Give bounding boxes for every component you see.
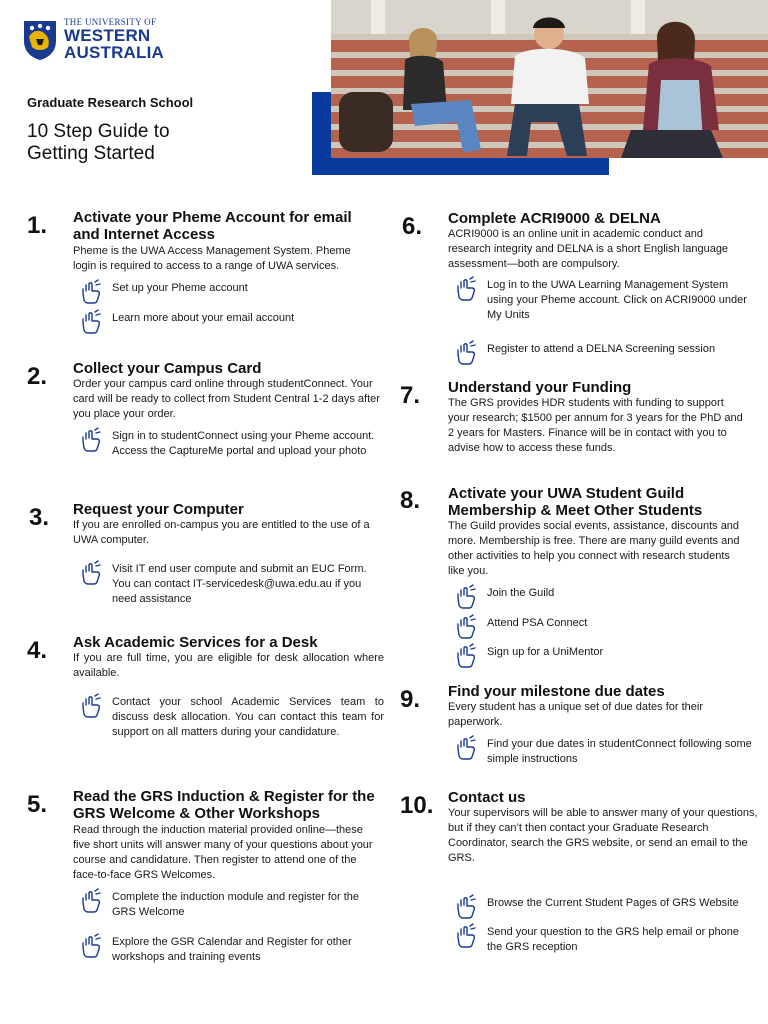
step-10-description: Your supervisors will be able to answer many of your questions, but if they can’t then contact your Graduate Research Coordinator, search the GRS website, or send an email to the GRS.: [448, 807, 758, 864]
step-5-title: Read the GRS Induction & Register for the GRS Welcome & Other Workshops: [73, 788, 375, 822]
step-9-action-1[interactable]: [453, 737, 753, 767]
step-1-action-2[interactable]: [78, 311, 378, 335]
step-10-action-2-label: Send your question to the GRS help email or phone the GRS reception: [487, 926, 739, 953]
step-4-action-1-label: Contact your school Academic Services team to discuss desk allocation. You can contact this team for support on all matters during your candidature.: [112, 696, 384, 738]
step-2-title: Collect your Campus Card: [73, 360, 262, 377]
pointer-hand-icon: [78, 888, 104, 914]
step-8-description: The Guild provides social events, assistance, discounts and more. Membership is free. There are many guild events and other activities to help you connect with research students like you.: [448, 520, 740, 577]
pointer-hand-icon: [453, 276, 479, 302]
step-8-action-1[interactable]: [453, 586, 753, 610]
step-1-number: 1.: [27, 212, 48, 239]
uwa-logo: [22, 18, 164, 61]
step-8-action-3-label: Sign up for a UniMentor: [487, 646, 604, 658]
step-8-action-2-label: Attend PSA Connect: [487, 617, 588, 629]
logo-line-2: WESTERN: [64, 26, 151, 45]
step-4-action-1[interactable]: [78, 695, 384, 740]
step-10-action-2[interactable]: [453, 925, 758, 955]
step-7-description: The GRS provides HDR students with funding to support your research; $1500 per annum for 3 years for the PhD and 2 years for Masters. Finance will be in contact with you to advise how to access these funds.: [448, 397, 743, 454]
step-2-number: 2.: [27, 363, 48, 390]
step-8-action-3[interactable]: [453, 645, 753, 669]
pointer-hand-icon: [78, 427, 104, 453]
step-8-title: Activate your UWA Student Guild Membership & Meet Other Students: [448, 485, 703, 519]
step-1-title: Activate your Pheme Account for email and Internet Access: [73, 209, 352, 243]
step-1-action-2-label: Learn more about your email account: [112, 312, 295, 324]
crest-icon: [22, 19, 58, 61]
step-3-action-1-label: Visit IT end user compute and submit an EUC Form. You can contact IT-servicedesk@uwa.edu.au if you need assistance: [112, 563, 367, 605]
step-5-description: Read through the induction material provided online—these five short units will answer many of your questions about your course and candidature. Then register to attend one of the face-to-face GRS Welcomes.: [73, 824, 373, 881]
step-9-description: Every student has a unique set of due dates for their paperwork.: [448, 701, 703, 728]
step-6-action-2-label: Register to attend a DELNA Screening session: [487, 343, 716, 355]
step-8-number: 8.: [400, 487, 421, 514]
step-2-action-1[interactable]: [78, 429, 378, 459]
step-2-description: Order your campus card online through studentConnect. Your card will be ready to collect from Student Central 1-2 days after you place your order.: [73, 378, 380, 420]
step-10-title: Contact us: [448, 789, 526, 806]
pointer-hand-icon: [78, 560, 104, 586]
pointer-hand-icon: [453, 923, 479, 949]
step-10-action-1[interactable]: [453, 896, 758, 920]
step-6-action-1-label: Log in to the UWA Learning Management System using your Pheme account. Click on ACRI9000 under My Units: [487, 279, 747, 321]
pointer-hand-icon: [78, 279, 104, 305]
step-8-action-1-label: Join the Guild: [487, 587, 555, 599]
step-9-number: 9.: [400, 686, 421, 713]
step-9-title: Find your milestone due dates: [448, 683, 665, 700]
step-1-action-1[interactable]: [78, 281, 378, 305]
step-6-number: 6.: [402, 213, 423, 240]
step-4-description: If you are full time, you are eligible for desk allocation where available.: [73, 652, 384, 679]
pointer-hand-icon: [78, 693, 104, 719]
step-6-action-1[interactable]: [453, 278, 753, 323]
pointer-hand-icon: [453, 584, 479, 610]
step-4-number: 4.: [27, 637, 48, 664]
step-3-number: 3.: [29, 504, 50, 531]
step-10-number: 10.: [400, 792, 434, 819]
step-2-action-1-label: Sign in to studentConnect using your Pheme account. Access the CaptureMe portal and upload your photo: [112, 430, 375, 457]
page-title: 10 Step Guide to Getting Started: [27, 121, 170, 164]
step-6-description: ACRI9000 is an online unit in academic conduct and research integrity and DELNA is a short English language assessment—both are compulsory.: [448, 228, 729, 270]
pointer-hand-icon: [453, 340, 479, 366]
step-7-number: 7.: [400, 382, 421, 409]
step-9-action-1-label: Find your due dates in studentConnect following some simple instructions: [487, 738, 752, 765]
hero-photo: [331, 0, 768, 158]
step-4-title: Ask Academic Services for a Desk: [73, 634, 318, 651]
step-6-title: Complete ACRI9000 & DELNA: [448, 210, 661, 227]
pointer-hand-icon: [453, 894, 479, 920]
school-name: Graduate Research School: [27, 95, 194, 110]
pointer-hand-icon: [453, 614, 479, 640]
step-5-number: 5.: [27, 791, 48, 818]
step-1-action-1-label: Set up your Pheme account: [112, 282, 248, 294]
step-3-description: If you are enrolled on-campus you are entitled to the use of a UWA computer.: [73, 519, 370, 546]
logo-line-1: THE UNIVERSITY OF: [64, 17, 157, 27]
step-5-action-2-label: Explore the GSR Calendar and Register for other workshops and training events: [112, 936, 352, 963]
step-3-title: Request your Computer: [73, 501, 244, 518]
step-5-action-1-label: Complete the induction module and register for the GRS Welcome: [112, 891, 360, 918]
pointer-hand-icon: [78, 933, 104, 959]
pointer-hand-icon: [453, 735, 479, 761]
step-3-action-1[interactable]: [78, 562, 378, 607]
step-1-description: Pheme is the UWA Access Management System. Pheme login is required to access to a range of UWA services.: [73, 245, 351, 272]
pointer-hand-icon: [78, 309, 104, 335]
step-5-action-2[interactable]: [78, 935, 384, 965]
pointer-hand-icon: [453, 643, 479, 669]
step-5-action-1[interactable]: [78, 890, 384, 920]
step-6-action-2[interactable]: [453, 342, 753, 366]
logo-line-3: AUSTRALIA: [64, 43, 165, 62]
step-10-action-1-label: Browse the Current Student Pages of GRS Website: [487, 897, 739, 909]
step-8-action-2[interactable]: [453, 616, 753, 640]
step-7-title: Understand your Funding: [448, 379, 632, 396]
